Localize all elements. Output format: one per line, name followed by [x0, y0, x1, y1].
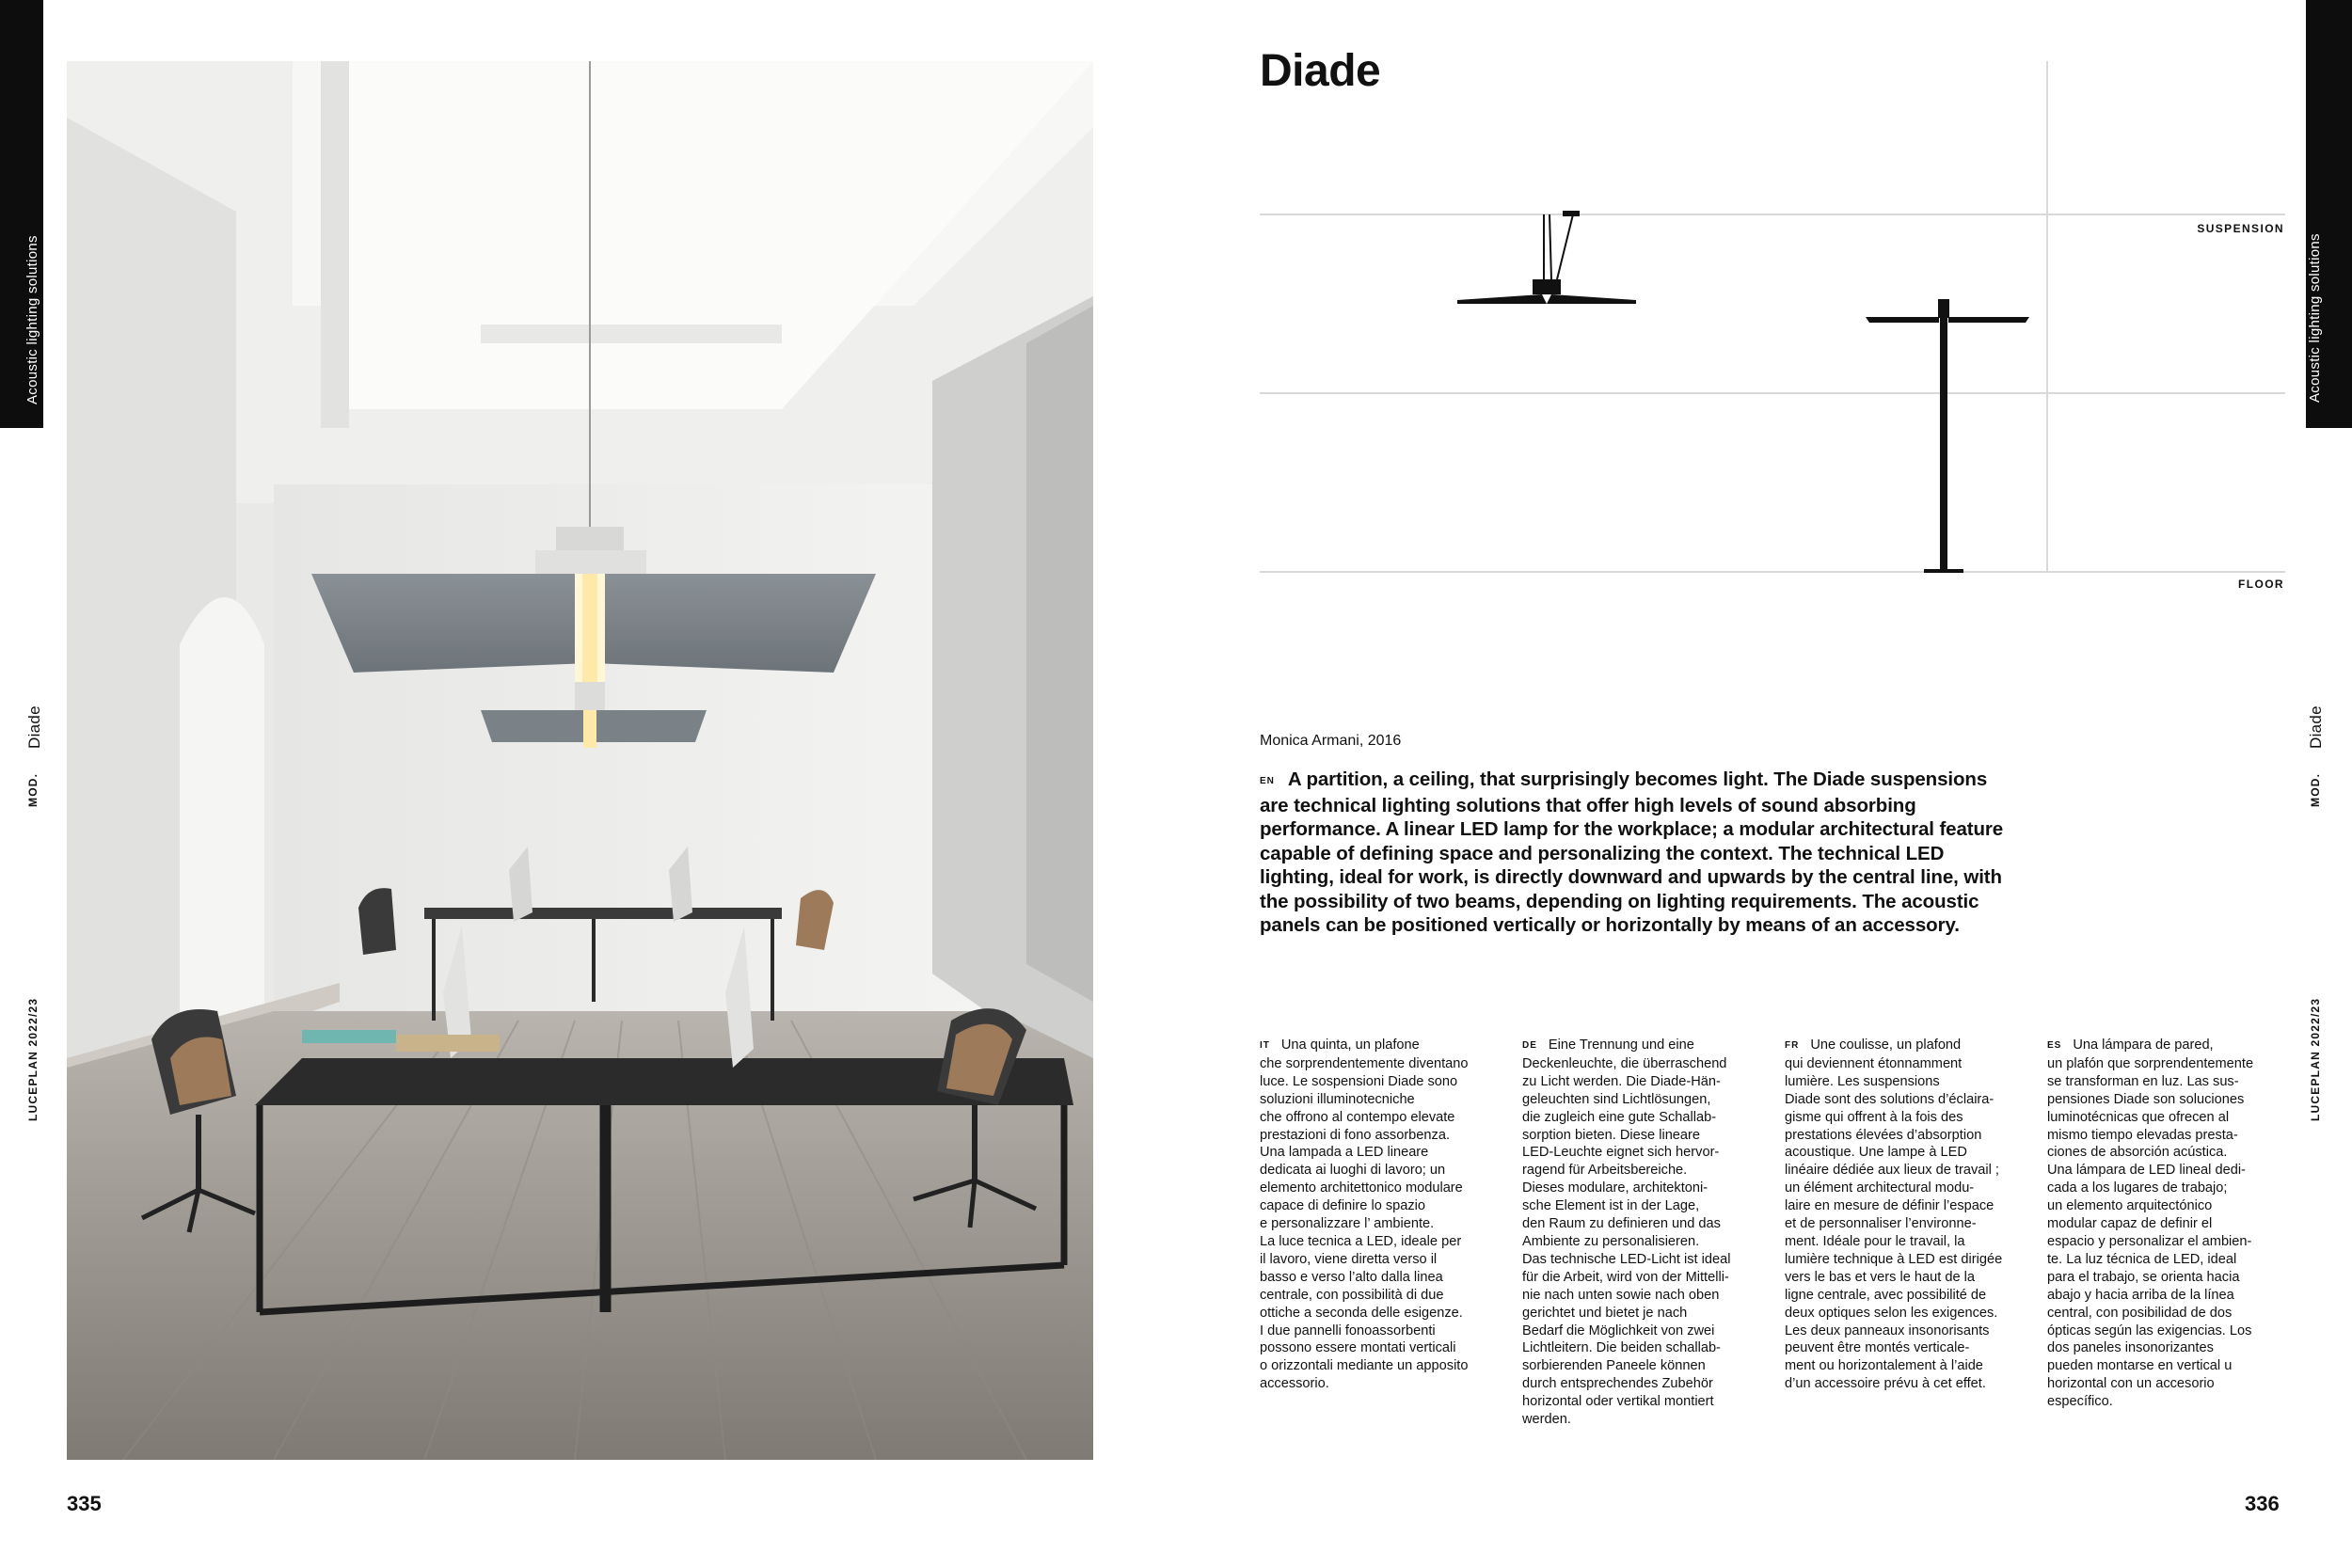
left-category-label: Acoustic lighting solutions	[24, 235, 40, 404]
lang-tag-fr: FR	[1785, 1040, 1800, 1051]
french-column	[1785, 1037, 2029, 1393]
suspension-label: SUSPENSION	[2197, 222, 2284, 235]
left-mod-label: MOD.	[26, 772, 40, 807]
english-description	[1260, 768, 2012, 938]
office-photo	[67, 61, 1093, 1460]
lang-tag-es: ES	[2047, 1040, 2062, 1051]
lang-tag-de: DE	[1522, 1040, 1537, 1051]
german-body: Eine Trennung und eine Deckenleuchte, die überraschend zu Licht werden. Die Diade-Hän- geleuchten sind Lichtlösungen, die zugleich eine gute Schallab- sorption bieten. Diese lineare LED-Leuchte eignet sich hervor- ragend für Arbeitsbereiche. Dieses modulare, architektoni- sche Element ist in der Lage, den Raum zu definieren und das Ambiente zu personalisieren. Das technische LED-Licht ist ideal für die Arbeit, wird von der Mittelli- nie nach unten sowie nach oben gerichtet und bietet je nach Bedarf die Möglichkeit von zwei Lichtleitern. Die beiden schallab- sorbierenden Paneele können durch entsprechendes Zubehör horizontal oder vertikal montiert werden.	[1522, 1037, 1731, 1428]
office-photo-icon	[67, 61, 1093, 1460]
left-catalog-label: LUCEPLAN 2022/23	[26, 997, 40, 1121]
french-body: Une coulisse, un plafond qui deviennent étonnamment lumière. Les suspensions Diade sont des solutions d’éclaira- gisme qui offrent à la fois des prestations élevées d’absorption acoustique. Une lampe à LED linéaire dédiée aux lieux de travail ; un élément architectural modu- laire en mesure de définir l’espace et de personnaliser l’environne- ment. Idéale pour le travail, la lumière technique à LED est dirigée vers le bas et vers le haut de la ligne centrale, avec possibilité de deux optiques selon les exigences. Les deux panneaux insonorisants peuvent être montés verticale- ment ou horizontalement à l’aide d’un accessoire prévu à cet effet.	[1785, 1037, 2003, 1392]
spanish-column	[2047, 1037, 2292, 1411]
lang-tag-it: IT	[1260, 1040, 1270, 1051]
right-catalog-label: LUCEPLAN 2022/23	[2309, 997, 2322, 1121]
italian-body: Una quinta, un plafone che sorprendentemente diventano luce. Le sospensioni Diade sono soluzioni illuminotecniche che offrono al contempo elevate prestazioni di fono assorbenza. Una lampada a LED lineare dedicata ai luoghi di lavoro; un elemento architettonico modulare capace di definire lo spazio e personalizzare l’ ambiente. La luce tecnica a LED, ideale per il lavoro, viene diretta verso il basso e verso l’alto dalla linea centrale, con possibilità di due ottiche a seconda delle esigenze. I due pannelli fonoassorbenti possono essere montati verticali o orizzontali mediante un apposito accessorio.	[1260, 1037, 1469, 1392]
page-title: Diade	[1260, 46, 1381, 96]
right-mod-label: MOD.	[2309, 772, 2322, 807]
spanish-body: Una lámpara de pared, un plafón que sorprendentemente se transforman en luz. Las sus- pensiones Diade son soluciones luminotécnicas que ofrecen al mismo tiempo elevadas presta- ciones de absorción acústica. Una lámpara de LED lineal dedi- cada a los lugares de trabajo; un elemento arquitectónico modular capaz de definir el espacio y personalizar el ambien- te. La luz técnica de LED, ideal para el trabajo, se orienta hacia abajo y hacia arriba de la línea central, con posibilidad de dos ópticas según las exigencias. Los dos paneles insonorizantes pueden montarse en vertical u horizontal con un accesorio específico.	[2047, 1037, 2254, 1410]
right-category-label: Acoustic lighting solutions	[2307, 233, 2323, 403]
lang-tag-en: EN	[1260, 776, 1275, 786]
german-column	[1522, 1037, 1767, 1429]
floor-label: FLOOR	[2238, 578, 2284, 591]
product-diagram	[1260, 61, 2285, 607]
designer-credit: Monica Armani, 2016	[1260, 733, 1402, 749]
left-model-name: Diade	[25, 705, 43, 749]
floor-lamp-icon	[1866, 299, 2029, 573]
suspension-lamp-icon	[1457, 211, 1636, 304]
right-model-name: Diade	[2307, 705, 2325, 749]
left-page-number: 335	[67, 1492, 102, 1515]
right-page-number: 336	[2245, 1492, 2280, 1515]
italian-column	[1260, 1037, 1504, 1393]
english-body: A partition, a ceiling, that surprisingly becomes light. The Diade suspensions are technical lighting solutions that offer high levels of sound absorbing performance. A linear LED lamp for the workplace; a modular architectural feature capable of defining space and personalizing the context. The technical LED lighting, ideal for work, is directly downward and upwards by the central line, with the possibility of two beams, depending on lighting requirements. The acoustic panels can be positioned vertically or horizontally by means of an accessory.	[1260, 768, 2004, 936]
